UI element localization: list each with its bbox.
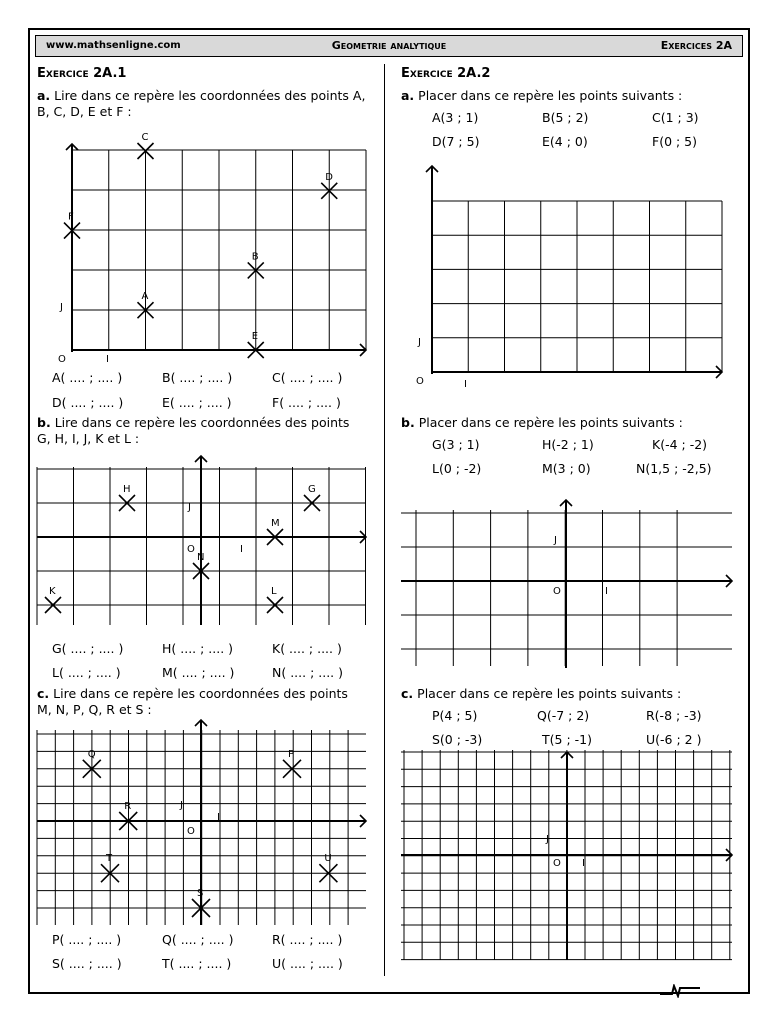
point-b: B(5 ; 2) — [542, 110, 589, 125]
g6-i-label: I — [582, 858, 585, 869]
ex2-c-instructions — [401, 686, 681, 702]
ex1-c-letter: c. — [37, 686, 50, 701]
answer-b: B( .... ; .... ) — [162, 370, 233, 385]
answer-g: G( .... ; .... ) — [52, 641, 124, 656]
g1-origin-label: O — [58, 354, 66, 365]
ex1-title: Exercice 2A.1 — [37, 66, 127, 81]
point-c: C(1 ; 3) — [652, 110, 699, 125]
point-label-p: P — [288, 748, 295, 760]
ex1-c-text2: M, N, P, Q, R et S : — [37, 702, 152, 717]
g4-j-label: J — [418, 337, 421, 348]
ex1-a-text: Lire dans ce repère les coordonnées des points A, — [54, 88, 366, 103]
answer-s: S( .... ; .... ) — [52, 956, 122, 971]
point-label-m: M — [271, 518, 280, 529]
g2-i-label: I — [240, 544, 243, 555]
answer-f: F( .... ; .... ) — [272, 395, 341, 410]
point-a: A(3 ; 1) — [432, 110, 479, 125]
point-m: M(3 ; 0) — [542, 461, 591, 476]
ex2-b-text: Placer dans ce repère les points suivants : — [418, 415, 683, 430]
ex1-b-letter: b. — [37, 415, 51, 430]
answer-h: H( .... ; .... ) — [162, 641, 234, 656]
header-title: Geometrie analytique — [331, 39, 447, 52]
g3-i-label: I — [217, 812, 220, 823]
point-label-s: S — [197, 888, 204, 899]
point-label-c: C — [141, 132, 149, 143]
ex2-c-text: Placer dans ce repère les points suivants : — [417, 686, 682, 701]
frame-notch — [660, 984, 700, 998]
point-label-k: K — [49, 586, 56, 597]
answer-l: L( .... ; .... ) — [52, 665, 121, 680]
point-label-g: G — [308, 484, 316, 495]
answer-p: P( .... ; .... ) — [52, 932, 122, 947]
point-e: E(4 ; 0) — [542, 134, 588, 149]
point-r: R(-8 ; -3) — [646, 708, 702, 723]
ex2-a-text: Placer dans ce repère les points suivants : — [418, 88, 683, 103]
point-label-r: R — [124, 801, 132, 812]
point-d: D(7 ; 5) — [432, 134, 480, 149]
point-p: P(4 ; 5) — [432, 708, 478, 723]
answer-u: U( .... ; .... ) — [272, 956, 343, 971]
point-u: U(-6 ; 2 ) — [646, 732, 702, 747]
ex2-a-letter: a. — [401, 88, 415, 103]
g4-origin-label: O — [416, 376, 424, 387]
g1-i-label: I — [106, 354, 109, 365]
answer-e: E( .... ; .... ) — [162, 395, 232, 410]
answer-t: T( .... ; .... ) — [162, 956, 232, 971]
ex1-c-instructions — [37, 686, 348, 718]
g5-j-label: J — [554, 535, 557, 546]
answer-r: R( .... ; .... ) — [272, 932, 343, 947]
point-label-d: D — [325, 171, 333, 183]
ex1-b-text2: G, H, I, J, K et L : — [37, 431, 140, 446]
point-label-q: Q — [87, 748, 96, 760]
point-g: G(3 ; 1) — [432, 437, 480, 452]
ex2-b-instructions — [401, 415, 683, 431]
point-label-f: F — [68, 211, 74, 223]
answer-k: K( .... ; .... ) — [272, 641, 342, 656]
ex1-a-letter: a. — [37, 88, 51, 103]
ex1-a-text2: B, C, D, E et F : — [37, 104, 132, 119]
g5-origin-label: O — [553, 586, 561, 597]
point-f: F(0 ; 5) — [652, 134, 698, 149]
point-n: N(1,5 ; -2,5) — [636, 461, 712, 476]
point-label-h: H — [123, 484, 131, 495]
ex1-b-instructions — [37, 415, 349, 447]
answer-d: D( .... ; .... ) — [52, 395, 124, 410]
point-label-n: N — [197, 552, 205, 563]
point-h: H(-2 ; 1) — [542, 437, 594, 452]
ex2-c-letter: c. — [401, 686, 414, 701]
point-l: L(0 ; -2) — [432, 461, 482, 476]
answer-a: A( .... ; .... ) — [52, 370, 123, 385]
g2-j-label: J — [188, 502, 191, 513]
ex2-a-instructions — [401, 88, 682, 104]
point-t: T(5 ; -1) — [542, 732, 592, 747]
ex2-title: Exercice 2A.2 — [401, 66, 491, 81]
g1-j-label: J — [60, 302, 63, 313]
answer-m: M( .... ; .... ) — [162, 665, 235, 680]
point-q: Q(-7 ; 2) — [537, 708, 590, 723]
g2-origin-label: O — [187, 544, 195, 555]
point-label-b: B — [251, 251, 259, 263]
point-s: S(0 ; -3) — [432, 732, 483, 747]
ex1-c-text: Lire dans ce repère les coordonnées des points — [53, 686, 348, 701]
g6-j-label: J — [546, 834, 549, 845]
g3-j-label: J — [180, 800, 183, 811]
point-label-a: A — [141, 291, 149, 303]
header-exercise: Exercices 2A — [660, 39, 732, 52]
ex2-b-letter: b. — [401, 415, 415, 430]
point-label-e: E — [251, 331, 259, 342]
g5-i-label: I — [605, 586, 608, 597]
g6-origin-label: O — [553, 858, 561, 869]
header-site: www.mathsenligne.com — [46, 40, 181, 51]
answer-n: N( .... ; .... ) — [272, 665, 343, 680]
point-k: K(-4 ; -2) — [652, 437, 708, 452]
g3-origin-label: O — [187, 826, 195, 837]
point-label-l: L — [271, 586, 277, 597]
point-label-t: T — [106, 853, 113, 865]
point-label-u: U — [324, 853, 332, 865]
g4-i-label: I — [464, 379, 467, 390]
answer-c: C( .... ; .... ) — [272, 370, 343, 385]
ex1-b-text: Lire dans ce repère les coordonnées des points — [54, 415, 350, 430]
answer-q: Q( .... ; .... ) — [162, 932, 234, 947]
